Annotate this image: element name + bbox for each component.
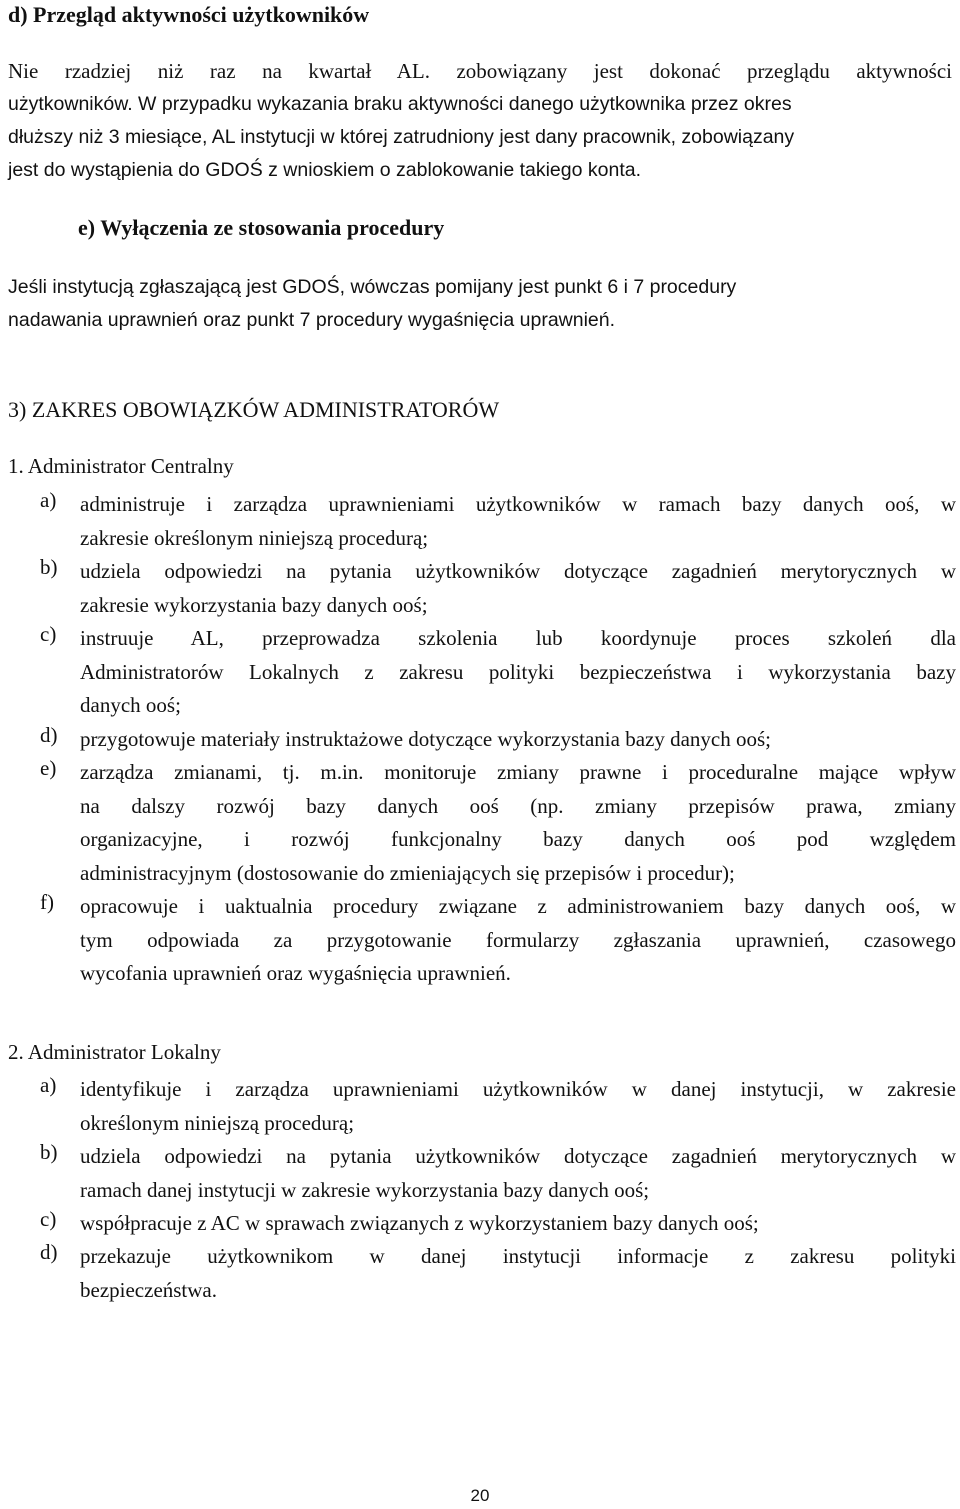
- item-letter: e): [40, 756, 57, 780]
- item-line: instruuje AL, przeprowadza szkolenia lub koordynuje proces szkoleń dla: [80, 626, 956, 650]
- item-line: wycofania uprawnień oraz wygaśnięcia uprawnień.: [80, 961, 511, 985]
- section-d-line: użytkowników. W przypadku wykazania braku aktywności danego użytkownika przez okres: [8, 93, 792, 115]
- item-line: zakresie wykorzystania bazy danych ooś;: [80, 592, 428, 617]
- section-d-heading: d) Przegląd aktywności użytkowników: [8, 2, 370, 27]
- section-e-paragraph: [8, 271, 736, 337]
- item-text: [80, 622, 956, 723]
- item-letter: d): [40, 723, 58, 747]
- item-line: określonym niniejszą procedurą;: [80, 1110, 355, 1135]
- item-line: zakresie określonym niniejszą procedurą;: [80, 525, 429, 550]
- admin-central-title: 1. Administrator Centralny: [8, 454, 234, 478]
- item-text: [80, 555, 956, 622]
- item-line: administracyjnym (dostosowanie do zmieniających się przepisów i procedur);: [80, 860, 735, 885]
- item-text: [80, 756, 956, 890]
- section-d-line: Nie rzadziej niż raz na kwartał AL. zobowiązany jest dokonać przeglądu aktywności: [8, 59, 952, 83]
- item-letter: a): [40, 488, 57, 512]
- item-text: [80, 723, 956, 757]
- item-letter: b): [40, 555, 58, 579]
- item-text: [80, 1073, 956, 1140]
- item-letter: c): [40, 1207, 57, 1231]
- item-line: zarządza zmianami, tj. m.in. monitoruje zmiany prawne i proceduralne mające wpływ: [80, 760, 956, 784]
- item-line: opracowuje i uaktualnia procedury związane z administrowaniem bazy danych ooś, w: [80, 894, 956, 918]
- item-text: [80, 1207, 956, 1241]
- item-text: [80, 1140, 956, 1207]
- section-d-line: jest do wystąpienia do GDOŚ z wnioskiem o zablokowanie takiego konta.: [8, 159, 641, 181]
- section-d-line: dłuższy niż 3 miesiące, AL instytucji w której zatrudniony jest dany pracownik, zobowiązany: [8, 126, 795, 148]
- item-line: na dalszy rozwój bazy danych ooś (np. zmiany przepisów prawa, zmiany: [80, 793, 956, 818]
- item-letter: b): [40, 1140, 58, 1164]
- section-3-heading: 3) ZAKRES OBOWIĄZKÓW ADMINISTRATORÓW: [8, 397, 500, 422]
- item-line: przygotowuje materiały instruktażowe dotyczące wykorzystania bazy danych ooś;: [80, 727, 772, 751]
- item-line: Administratorów Lokalnych z zakresu polityki bezpieczeństwa i wykorzystania bazy: [80, 659, 956, 684]
- item-line: udziela odpowiedzi na pytania użytkowników dotyczące zagadnień merytorycznych w: [80, 559, 956, 583]
- item-text: [80, 488, 956, 555]
- page-number: 20: [470, 1486, 490, 1505]
- item-line: bezpieczeństwa.: [80, 1277, 218, 1302]
- item-line: danych ooś;: [80, 693, 181, 717]
- item-line: tym odpowiada za przygotowanie formularzy zgłaszania uprawnień, czasowego: [80, 927, 956, 952]
- item-letter: c): [40, 622, 57, 646]
- item-line: przekazuje użytkownikom w danej instytucji informacje z zakresu polityki: [80, 1244, 956, 1268]
- section-d-paragraph: [8, 55, 952, 187]
- item-line: współpracuje z AC w sprawach związanych z wykorzystaniem bazy danych ooś;: [80, 1211, 759, 1235]
- section-e-line: Jeśli instytucją zgłaszającą jest GDOŚ, wówczas pomijany jest punkt 6 i 7 procedury: [8, 276, 737, 298]
- item-letter: a): [40, 1073, 57, 1097]
- item-line: ramach danej instytucji w zakresie wykorzystania bazy danych ooś;: [80, 1177, 650, 1202]
- item-line: organizacyjne, i rozwój funkcjonalny bazy danych ooś pod względem: [80, 827, 956, 851]
- item-letter: d): [40, 1240, 58, 1264]
- section-e-line: nadawania uprawnień oraz punkt 7 procedury wygaśnięcia uprawnień.: [8, 309, 616, 331]
- item-line: administruje i zarządza uprawnieniami użytkowników w ramach bazy danych ooś, w: [80, 492, 956, 516]
- section-e-heading: e) Wyłączenia ze stosowania procedury: [78, 215, 445, 240]
- admin-local-title: 2. Administrator Lokalny: [8, 1040, 221, 1064]
- item-text: [80, 1240, 956, 1307]
- item-letter: f): [40, 890, 54, 914]
- item-line: identyfikuje i zarządza uprawnieniami użytkowników w danej instytucji, w zakresie: [80, 1077, 956, 1101]
- item-line: udziela odpowiedzi na pytania użytkowników dotyczące zagadnień merytorycznych w: [80, 1144, 956, 1168]
- item-text: [80, 890, 956, 991]
